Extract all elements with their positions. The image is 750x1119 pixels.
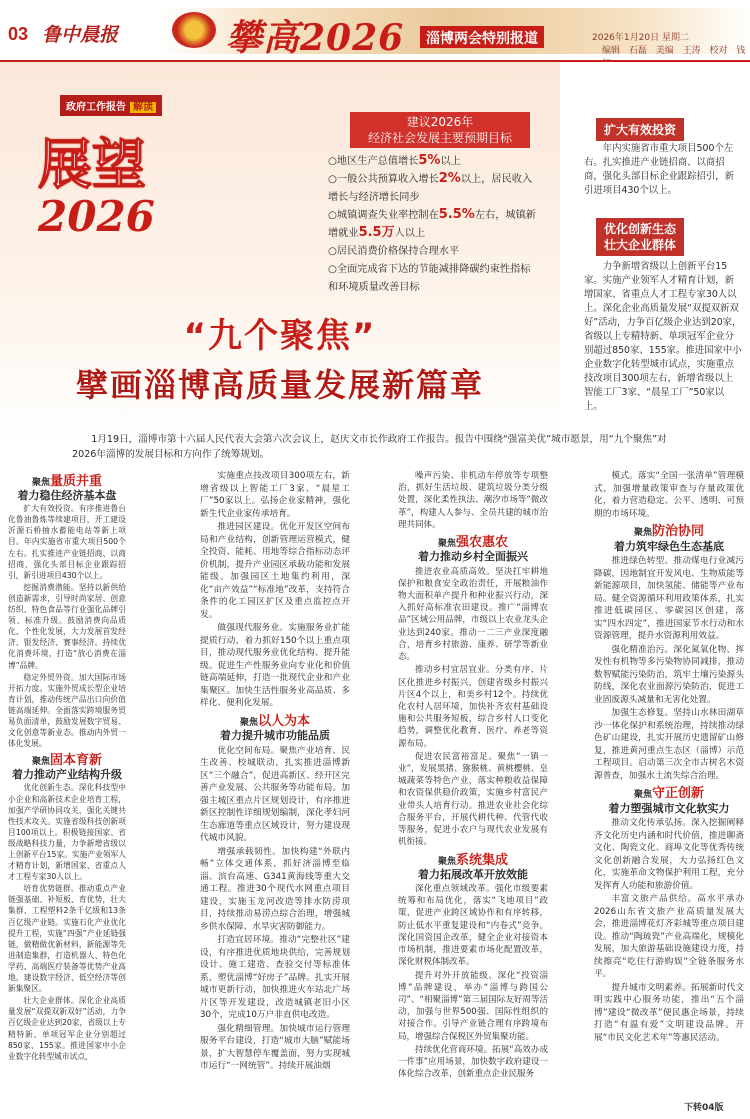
indicator-line xyxy=(328,224,558,242)
kicker-prefix: 聚焦 xyxy=(239,717,258,728)
indicator-text: 人以上 xyxy=(394,228,426,239)
emblem-icon xyxy=(172,12,216,48)
kicker-subtitle: 着力推动乡村全面振兴 xyxy=(418,550,528,564)
paragraph: 培育优势链群。推动重点产业链强基础、补短板、育优势，壮大集群、工程塑料2条千亿级和13条百亿级产业链。实施石化产业优化提升工程，实施“四强”产业延链强链，做精做优新材料，新能源等先进制造集群，打造机器人、特色化学药、高端医疗装备等优势产业高地，建设数字经济、低空经济等创新集聚区。 xyxy=(8,884,126,994)
kicker-7 xyxy=(594,788,744,815)
report-tag xyxy=(60,95,162,116)
indicator-value: 5% xyxy=(418,153,441,168)
kicker-prefix: 聚焦 xyxy=(633,790,652,800)
kicker-3 xyxy=(200,713,350,743)
kicker-subtitle: 着力塑强城市文化软实力 xyxy=(608,801,730,815)
column-4 xyxy=(594,470,744,1045)
kicker-2 xyxy=(8,755,126,780)
paragraph: 提升城市文明素养。拓展新时代文明实践中心服务功能，推出“五个淄博”建设“微改革”便民惠企场景，持续打造“有温有爱”文明建设品牌。开展“市民文化艺术年”等惠民活动。 xyxy=(594,982,744,1043)
paragraph: 强化精细管理。加快城市运行管理服务平台建设，打造“城市大脑”赋能场景，扩大智慧停车覆盖面，努力实现城市运行“一网统管”。持续开展油烟 xyxy=(200,1023,350,1071)
paragraph: 壮大企业群体。深化企业高质量发展“双提双新双好”活动，力争百亿级企业达到20家，省级以上专精特新、单项冠军企业分别超过850家、155家。推进国家中小企业数字化转型城市试点， xyxy=(8,996,126,1061)
report-tag-label: 政府工作报告 xyxy=(66,102,126,113)
page-number: 03 xyxy=(8,24,29,44)
header-big-title: 攀高2026 xyxy=(226,17,405,59)
indicator-text: 增就业 xyxy=(328,228,359,239)
continued-note: 下转04版 xyxy=(684,1103,724,1113)
kicker-subtitle: 着力稳住经济基本盘 xyxy=(17,489,117,503)
paragraph: 促进农民富裕富足。聚焦“一镇一业”，发展黑猪、猕猴桃、黄桃樱桃、皇城蔬菜等特色产业，落实种粮收益保障和农资保供稳价政策，实施乡村富民产业带头人培育行动。推进农业社会化综合服务平台，开展代耕代种、代管代收等服务，促进小农户与现代农业发展有机衔接。 xyxy=(398,751,548,848)
main-subheadline: 擘画淄博高质量发展新篇章 xyxy=(75,366,484,404)
kicker-prefix: 聚焦 xyxy=(31,757,50,768)
indicator-line xyxy=(328,152,558,170)
staff-credits: 编辑 石磊 美编 王涛 校对 钱 xyxy=(602,46,746,56)
kicker-subtitle: 着力推动产业结构升级 xyxy=(12,768,122,782)
kicker-prefix: 聚焦 xyxy=(31,478,50,488)
paragraph: 模式。落实“全国一张清单”管理模式，加强增量政策审查与存量政策优化，着力营造稳定、公平、透明、可预期的市场环境。 xyxy=(594,471,744,519)
indicator-value: 5.5万 xyxy=(358,225,395,240)
kicker-title: 防治协同 xyxy=(652,524,705,539)
indicator-value: 2% xyxy=(438,171,461,186)
indicator-text: ○城镇调查失业率控制在 xyxy=(328,210,439,221)
kicker-6 xyxy=(594,526,744,553)
indicator-line xyxy=(328,242,558,260)
paragraph: 推进园区建设。优化开发区空间布局和产业结构，创新管理运营模式，健全投资、能耗、用地等综合指标动态评价机制，提升产业园区承载功能和发展能级。加强园区土地集约利用，深化“亩产效益”“标准地”改革，支持符合条件的化工园区扩区及重点监控点开发。 xyxy=(200,522,350,620)
kicker-subtitle: 着力提升城市功能品质 xyxy=(220,729,330,742)
indicator-text: 和环境质量改善目标 xyxy=(328,282,420,293)
indicators-title-line2: 经济社会发展主要预期目标 xyxy=(367,131,512,145)
paragraph: 增强承载韧性。加快构建“外联内畅”立体交通体系，抓好济淄博至临淄、滨台高速、G341黄海线等重大交通工程。推进30个现代水网重点项目建设，实施玉龙河改造等排水防涝项目，持续推动易涝点综合治理，增强城乡供水保障、水旱灾害防御能力。 xyxy=(200,846,350,932)
kicker-title: 守正创新 xyxy=(652,786,705,801)
paragraph: 推进绿色转型。推动煤电行业减污降碳，因地制宜开发风电、生物质能等新能源项目，加快氢能、储能等产业布局。健全资源循环利用政策体系，扎实推进低碳园区、零碳园区创建，落实“四水四定”，推进国家节水行动和水资源管理，提升水资源利用效益。 xyxy=(594,556,744,641)
column-1 xyxy=(8,470,126,1063)
kicker-title: 固本育新 xyxy=(50,753,103,769)
paragraph: 优化空间布局。聚焦产业培育、民生改善、校城联动，扎实推进淄博新区“三个融合”，促进高新区、经开区完善产业发展、公共服务等功能布局。加强主城区重点片区规划设计，有序推进新区控制性详细规划编制，深化孝妇河生态廊道等重点区域设计，努力建设现代城市风貌。 xyxy=(200,745,350,843)
indicator-line xyxy=(328,170,558,188)
indicator-value: 5.5% xyxy=(438,207,475,222)
sec2-title-line1: 优化创新生态 xyxy=(604,222,677,236)
sec2-title-line2: 壮大企业群体 xyxy=(604,238,677,252)
paragraph: 做强现代服务业。实施服务业扩能提质行动，着力抓好150个以上重点项目，推动现代服务业优化结构、提升能级。促进生产性服务业向专业化和价值链高端延伸，打造一批现代企业和产业集聚区。加快生活性服务业高品质、多样化、便利化发展。 xyxy=(200,623,350,708)
column-3 xyxy=(398,470,548,1082)
sec2-text: 力争新增省级以上创新平台15家。实施产业领军人才精育计划，新增国家、省重点人才工程专家30人以上。深化企业高质量发展“双提双新双好”活动，力争百亿级企业达到20家，省级以上专精特新、单项冠军企业分别超过850家、155家。推进国家中小企业数字化转型城市试点，实施重点技改项目300项左右，新增省级以上智能工厂3家、“晨星工厂”50家以上。 xyxy=(584,261,742,412)
kicker-4 xyxy=(398,537,548,563)
outlook-year: 2026 xyxy=(38,192,155,241)
interpret-badge: 解读 xyxy=(130,102,156,113)
indicator-text: ○一般公共预算收入增长 xyxy=(328,174,439,185)
indicator-line xyxy=(328,206,558,224)
lead-paragraph: 1月19日，淄博市第十六届人民代表大会第六次会议上，赵庆文市长作政府工作报告。报告中围绕“强富美优”城市愿景，用“九个聚焦”对2026年淄博的发展目标和方向作了统筹规划。 xyxy=(72,434,667,460)
paragraph: 优化创新生态。深化科技型中小企业和高新技术企业培育工程，加强产学研协同攻关，强化关键共性技术攻关。实施省级科技创新项目100项以上。积极链接国家、省级战略科技力量，力争新增省级以上创新平台15家。实施产业领军人才精育计划，新增国家、省重点人才工程专家30人以上。 xyxy=(8,783,126,882)
paragraph: 实施重点技改项目300项左右，新增省级以上智能工厂3家、“晨星工厂”50家以上。弘扬企业家精神，强化新生代企业家传承培育。 xyxy=(200,471,350,519)
paragraph: 丰富文旅产品供给。高水平承办2026山东省文旅产业高质量发展大会，推进淄博花灯齐彩城等重点项目建设。推动“陶琉瓷”产业高端化，规模化发展，加大旅游基础设施建设力度，持续擦亮“吃住行游购娱”全链条服务水平。 xyxy=(594,894,744,979)
indicators-list xyxy=(328,152,558,296)
kicker-title: 强农惠农 xyxy=(456,535,509,551)
kicker-1 xyxy=(8,476,126,501)
kicker-title: 量质并重 xyxy=(50,474,103,489)
paragraph: 提升对外开放能级。深化“投资淄博”品牌建设，举办“淄博与跨国公司”、“相聚淄博”第三届国际友好周等活动，加强与世界500强、国际性组织的对接合作。引导产业链合理有序跨境布局，增强综合保税区外贸集聚功能。 xyxy=(398,970,548,1042)
indicator-text: ○地区生产总值增长 xyxy=(328,156,419,167)
kicker-prefix: 聚焦 xyxy=(437,856,456,867)
kicker-prefix: 聚焦 xyxy=(437,539,456,550)
sec2-header xyxy=(596,218,684,256)
indicator-text: ○居民消费价格保持合理水平 xyxy=(328,246,460,257)
indicator-text: ○全面完成省下达的节能减排降碳约束性指标 xyxy=(328,264,531,275)
indicator-text: 左右，城镇新 xyxy=(474,210,536,221)
paragraph: 持续优化营商环境。拓展“高效办成一件事”应用场景，加快数字政府建设一体化综合改革，创新重点企业民服务 xyxy=(398,1044,548,1080)
outlook-title: 展望 xyxy=(38,133,146,196)
paragraph: 推进农业高质高效。坚决扛牢耕地保护和粮食安全政治责任，开展粮油作物大面积单产提升和种业振兴行动，深入抓好高标准农田建设。推广“淄博农品”区域公用品牌，市级以上农业龙头企业达到240家。推动一二三产业深度融合，培育乡村旅游、康养、研学等新业态。 xyxy=(398,566,548,663)
kicker-title: 以人为本 xyxy=(258,713,311,729)
indicators-title-line1: 建议2026年 xyxy=(406,115,474,129)
paragraph: 扩大有效投资。有序推进鲁台化鲁油鲁炼等续建项目，开工建设沂源石桥抽水蓄能电站等新上项目。年内实施省市重大项目500个左右。扎实推进产业链招商、以商招商，强化头部目标企业跟踪招引，新引进项目430个以上。 xyxy=(8,504,126,580)
kicker-title: 系统集成 xyxy=(456,852,509,868)
indicator-text: 以上，居民收入 xyxy=(460,174,533,185)
main-headline: “九个聚焦” xyxy=(183,316,377,356)
indicators-title xyxy=(350,112,530,148)
paragraph: 推动文化传承弘扬。深入挖掘阐释齐文化历史内涵和时代价值，推进聊斋文化、陶瓷文化、商埠文化等优秀传统文化创新融合发展，大力弘扬红色文化，实施革命文物保护利用工程，充分发挥育人功能和旅游价值。 xyxy=(594,818,744,891)
column-2 xyxy=(200,470,350,1074)
kicker-subtitle: 着力拓展改革开放效能 xyxy=(418,867,528,881)
issue-date: 2026年1月20日 星期二 xyxy=(592,33,689,43)
special-report-label: 淄博两会特别报道 xyxy=(420,26,544,48)
indicator-text: 增长与经济增长同步 xyxy=(328,192,420,203)
indicator-line xyxy=(328,188,558,206)
paragraph: 强化精准治污。深化氮氧化物、挥发性有机物等多污染物协同减排，推动数智赋能污染防治，筑牢土壤污染源头防线，深化农业面源污染防治，促进工业固废源头减量和无害化处置。 xyxy=(594,644,744,705)
sec1-title: 扩大有效投资 xyxy=(596,118,684,141)
paragraph: 深化重点领域改革。强化市级要素统筹和布局优化，落实“飞地项目”政策，促进产业跨区域协作和有序转移，防止低水平重复建设和“内卷式”竞争。深化国资国企改革，健全企业对接资本市场机制，推进要素市场化配置改革，深化财税体制改革。 xyxy=(398,884,548,968)
indicator-line xyxy=(328,260,558,278)
kicker-5 xyxy=(398,852,548,881)
paragraph: 推动乡村宜居宜业。分类有序、片区化推进乡村振兴，创建省级乡村振兴片区4个以上，和美乡村12个。持续优化农村人居环境，加快补齐农村基础设施和公共服务短板，综合乡村人口变化趋势，调整优化教育、医疗、养老等资源布局。 xyxy=(398,665,548,749)
page-header xyxy=(0,0,750,62)
right-sidebar xyxy=(560,62,750,442)
kicker-subtitle: 着力筑牢绿色生态基底 xyxy=(614,539,724,553)
paragraph: 噪声污染、非机动车停放等专项整治，抓好生活垃圾、建筑垃圾分类分级处置，深化柔性执法、潮汐市场等“微改革”，构建人人参与、全员共建的城市治理共同体。 xyxy=(398,471,548,530)
paragraph: 稳定外贸外资。加大国际市场开拓力度。实施外贸成长型企业培育计划，推动传统产品出口向价值链高端延伸。全面落实跨境服务贸易负面清单，鼓励发展数字贸易、文化创意等新业态。推动内外贸一体化发展。 xyxy=(8,672,126,749)
sec1-header xyxy=(596,118,684,141)
kicker-prefix: 聚焦 xyxy=(633,528,652,538)
indicator-line xyxy=(328,278,558,296)
indicator-text: 以上 xyxy=(440,156,461,167)
paragraph: 打造宜居环境。推动“完整社区”建设，有序推进优质地块供给，完善规划设计、施工建造、查验交付等标准体系，塑优淄博“好房子”品牌。扎实开展城市更新行动，加快推进火车站北广场片区等开发建设，改造城镇老旧小区30个，完成10万户非直供电改造。 xyxy=(200,935,350,1020)
paragraph: 加强生态修复。坚持山水林田湖草沙一体化保护和系统治理，持续推动绿色矿山建设，扎实开展历史遗留矿山修复，推进黄河重点生态区（淄博）示范工程项目。启动第三次全市古树名木资源普查，加强水土流失综合治理。 xyxy=(594,708,744,781)
newspaper-name: 鲁中晨报 xyxy=(42,24,119,46)
sec1-text: 年内实施省市重大项目500个左右。扎实推进产业链招商、以商招商，强化头部目标企业跟踪招引，新引进项目430个以上。 xyxy=(584,143,735,196)
paragraph: 挖掘消费潜能。坚持以新供给创造新需求，引导时尚家居、创意纺织、特色食品等行业强化品牌引领、标准升级。鼓励消费向品质化、个性化发展，大力发展首发经济、银发经济、赛事经济。持续优化消费环境，打造“放心消费在淄博”品牌。 xyxy=(8,582,126,670)
